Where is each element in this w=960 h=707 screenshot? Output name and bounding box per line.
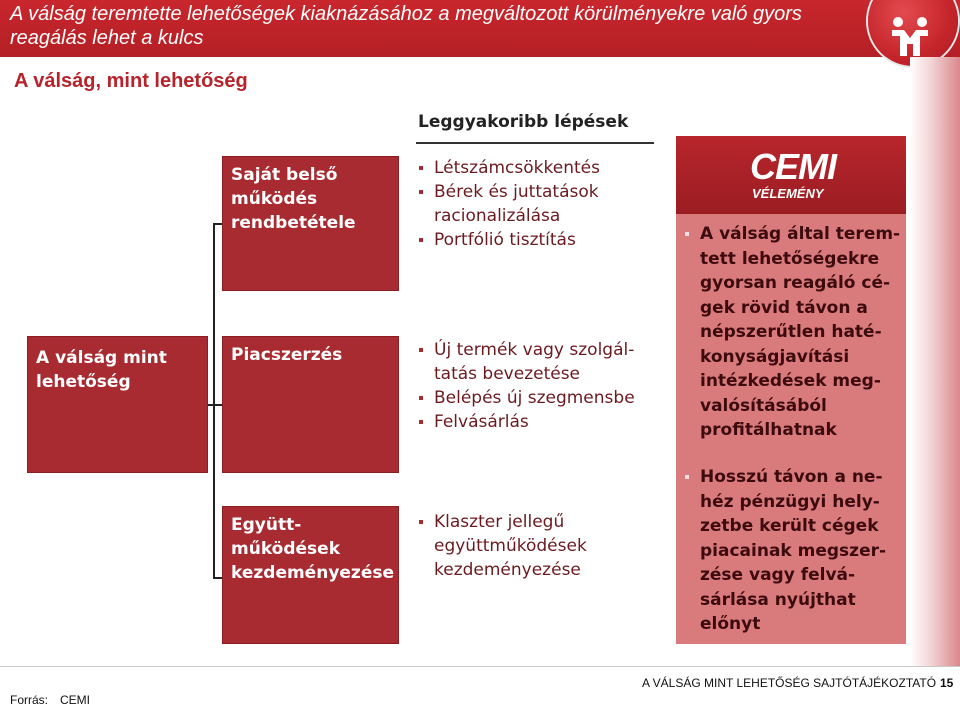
list-item: Felvásárlás [418,410,635,434]
root-box [27,336,208,473]
bullet-square-icon [418,510,427,582]
steps-list-cooperation [418,510,587,582]
list-item: Új termék vagy szolgál- tatás bevezetése [418,338,635,386]
section-subtitle: A válság, mint lehetőség [14,70,248,92]
page-title: A válság teremtette lehetőségek kiaknázásához a megváltozott körülményekre való gyors reagálás lehet a kulcs [10,3,802,49]
root-box-label: A válság mint lehetőség [36,348,167,392]
footer-report-title: A VÁLSÁG MINT LEHETŐSÉG SAJTÓTÁJÉKOZTATÓ [642,676,937,690]
branch-box-market [222,336,399,473]
tree-connector-branch-3 [213,577,222,579]
steps-list-market [418,338,635,434]
source-label: Forrás: [10,693,49,707]
tree-connector-root [208,404,222,406]
cemi-opinion-1: A válság által terem- tett lehetőségekre gyorsan reagáló cé- gek rövid távon a népszerűtlen haté- konyságjavítási intézkedések meg- valósításából profitálhatnak [684,222,900,443]
list-item: Portfólió tisztítás [418,228,600,252]
list-item: Bérek és juttatások racionalizálása [418,180,600,228]
decorative-side-band [910,57,960,667]
branch-box-label: Piacszerzés [231,345,343,365]
column-header-label: Leggyakoribb lépések [418,112,629,132]
list-item: Klaszter jellegű együttműködések kezdeményezése [418,510,587,582]
branch-box-label: Együtt- működések kezdeményezése [231,515,395,583]
cemi-logo-subtitle: VÉLEMÉNY [752,186,824,201]
footer-divider [0,666,960,667]
bullet-square-icon [418,228,427,252]
steps-list-internal [418,156,600,252]
cemi-logo-word: CEMI [750,146,836,187]
bullet-square-icon [418,338,427,386]
bullet-square-icon [684,222,693,443]
column-header [416,110,654,144]
handshake-people-icon [886,14,934,58]
source-note [10,693,90,707]
list-item: Létszámcsökkentés [418,156,600,180]
tree-connector-branch-1 [213,223,222,225]
bullet-square-icon [418,410,427,434]
tree-connector-vertical [213,223,215,579]
branch-box-label: Saját belső működés rendbetétele [231,165,356,233]
bullet-square-icon [418,156,427,180]
bullet-square-icon [684,465,693,637]
source-value: CEMI [60,693,91,707]
branch-box-cooperation [222,506,399,644]
branch-box-internal [222,156,399,291]
page-number: 15 [940,676,954,690]
cemi-opinion-2: Hosszú távon a ne- héz pénzügyi hely- zetbe került cégek piacainak megszer- zése vagy felvá- sárlása nyújthat előnyt [684,465,886,637]
bullet-square-icon [418,386,427,410]
bullet-square-icon [418,180,427,228]
list-item: Belépés új szegmensbe [418,386,635,410]
